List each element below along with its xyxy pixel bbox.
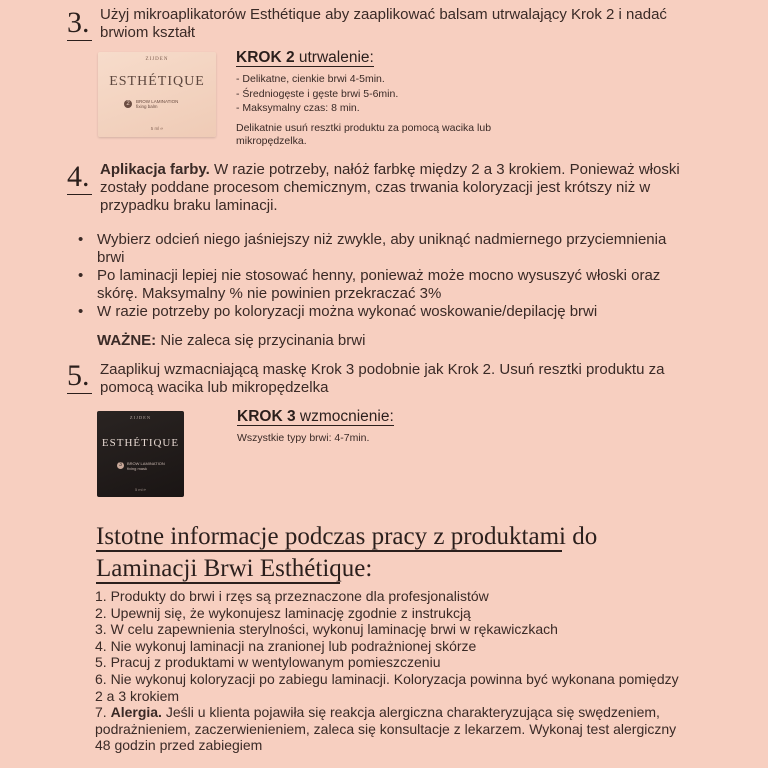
krok-2-time-item: - Średniogęste i gęste brwi 5-6min. — [236, 87, 399, 100]
step-4-text — [100, 161, 690, 215]
step-4-lead: Aplikacja farby. — [100, 161, 210, 178]
krok-2-suffix: utrwalenie: — [294, 49, 374, 66]
product-label-line2: fixing balm — [136, 104, 158, 109]
bullet-item: • W razie potrzeby po koloryzacji można wykonać woskowanie/depilację brwi — [78, 303, 678, 321]
product-step-badge: 2 — [124, 100, 132, 108]
product-brand-small: ZIJDEN — [145, 57, 169, 62]
product-label — [136, 99, 178, 109]
info-list — [95, 588, 680, 754]
product-brand: ESTHÉTIQUE — [101, 437, 180, 449]
krok-2-label: KROK 2 — [236, 49, 295, 66]
product-label-line1: BROW LAMINATION — [127, 461, 165, 466]
bullet-item: • Wybierz odcień niego jaśniejszy niż zwykle, aby uniknąć nadmiernego przyciemnienia brwi — [78, 231, 678, 267]
important-note — [97, 332, 365, 350]
product-label-line1: BROW LAMINATION — [136, 99, 179, 104]
info-item: 4. Nie wykonuj laminacji na zranionej lub podrażnionej skórze — [95, 637, 477, 654]
product-volume: 5 ml ℮ — [134, 487, 147, 492]
krok-2-times — [236, 73, 536, 115]
product-step-badge: 3 — [117, 462, 124, 469]
bullet-item: • Po laminacji lepiej nie stosować henny, ponieważ może mocno wysuszyć włoski oraz skórę. Maksymalny % nie powinien przekraczać 3% — [78, 267, 678, 303]
step-5-text: Zaaplikuj wzmacniającą maskę Krok 3 podobnie jak Krok 2. Usuń resztki produktu za pomocą wacika lub mikropędzelka — [100, 361, 665, 396]
info-item: 3. W celu zapewnienia sterylności, wykonuj laminację brwi w rękawiczkach — [95, 621, 558, 638]
info-heading-line1: Istotne informacje podczas pracy z produktami do — [96, 523, 598, 550]
step-4-bullets — [78, 231, 678, 321]
product-label — [127, 461, 165, 471]
krok-2-product-image — [98, 52, 216, 137]
info-item: 1. Produkty do brwi i rzęs są przeznaczone dla profesjonalistów — [95, 588, 489, 604]
krok-2-note: Delikatnie usuń resztki produktu za pomocą wacika lub mikropędzelka. — [236, 122, 492, 147]
product-volume: 5 ml ℮ — [150, 126, 164, 131]
info-item: 5. Pracuj z produktami w wentylowanym pomieszczeniu — [95, 654, 441, 671]
krok-3-suffix: wzmocnienie: — [295, 408, 394, 425]
krok-3-title — [237, 408, 394, 426]
step-4-body: W razie potrzeby, nałóż farbkę między 2 a 3 krokiem. Ponieważ włoski zostały poddane procesom chemicznym, czas trwania koloryzacji jest krótszy niż w przypadku braku laminacji. — [100, 161, 680, 214]
krok-2-title — [236, 49, 374, 67]
krok-2-time-item: - Delikatne, cienkie brwi 4-5min. — [236, 73, 385, 85]
heading-underline — [96, 582, 340, 584]
krok-3-product-image — [97, 411, 184, 497]
important-text: Nie zaleca się przycinania brwi — [156, 332, 366, 349]
krok-3-time-item: Wszystkie typy brwi: 4-7min. — [237, 432, 370, 444]
step-3-number: 3. — [67, 6, 90, 39]
heading-underline — [96, 550, 562, 552]
allergy-label: Alergia. — [110, 704, 162, 721]
krok-2-time-item: - Maksymalny czas: 8 min. — [236, 102, 360, 114]
step-4-number: 4. — [67, 160, 90, 193]
krok-3-label: KROK 3 — [237, 408, 296, 425]
product-label-line2: fixing mask — [127, 466, 148, 471]
info-item-allergy — [95, 704, 680, 754]
info-item-prefix: 7. — [95, 704, 111, 721]
product-brand-small: ZIJDEN — [129, 415, 152, 420]
info-item: 2. Upewnij się, że wykonujesz laminację zgodnie z instrukcją — [95, 604, 471, 621]
info-item: 6. Nie wykonuj koloryzacji po zabiegu laminacji. Koloryzacja powinna być wykonana pomiędzy 2 a 3 krokiem — [95, 670, 679, 704]
step-5-number: 5. — [67, 359, 90, 392]
important-label: WAŻNE: — [97, 332, 157, 349]
info-heading-line2: Laminacji Brwi Esthétique: — [96, 555, 373, 582]
allergy-text: Jeśli u klienta pojawiła się reakcja alergiczna charakteryzująca się swędzeniem, podrażnieniem, zaczerwienieniem, zaleca się konsultacje z lekarzem. Wykonaj test alergiczny 48 godzin przed zabiegiem — [95, 704, 677, 754]
product-brand: ESTHÉTIQUE — [109, 74, 205, 89]
step-3-text: Użyj mikroaplikatorów Esthétique aby zaaplikować balsam utrwalający Krok 2 i nadać brwiom kształt — [100, 6, 667, 41]
